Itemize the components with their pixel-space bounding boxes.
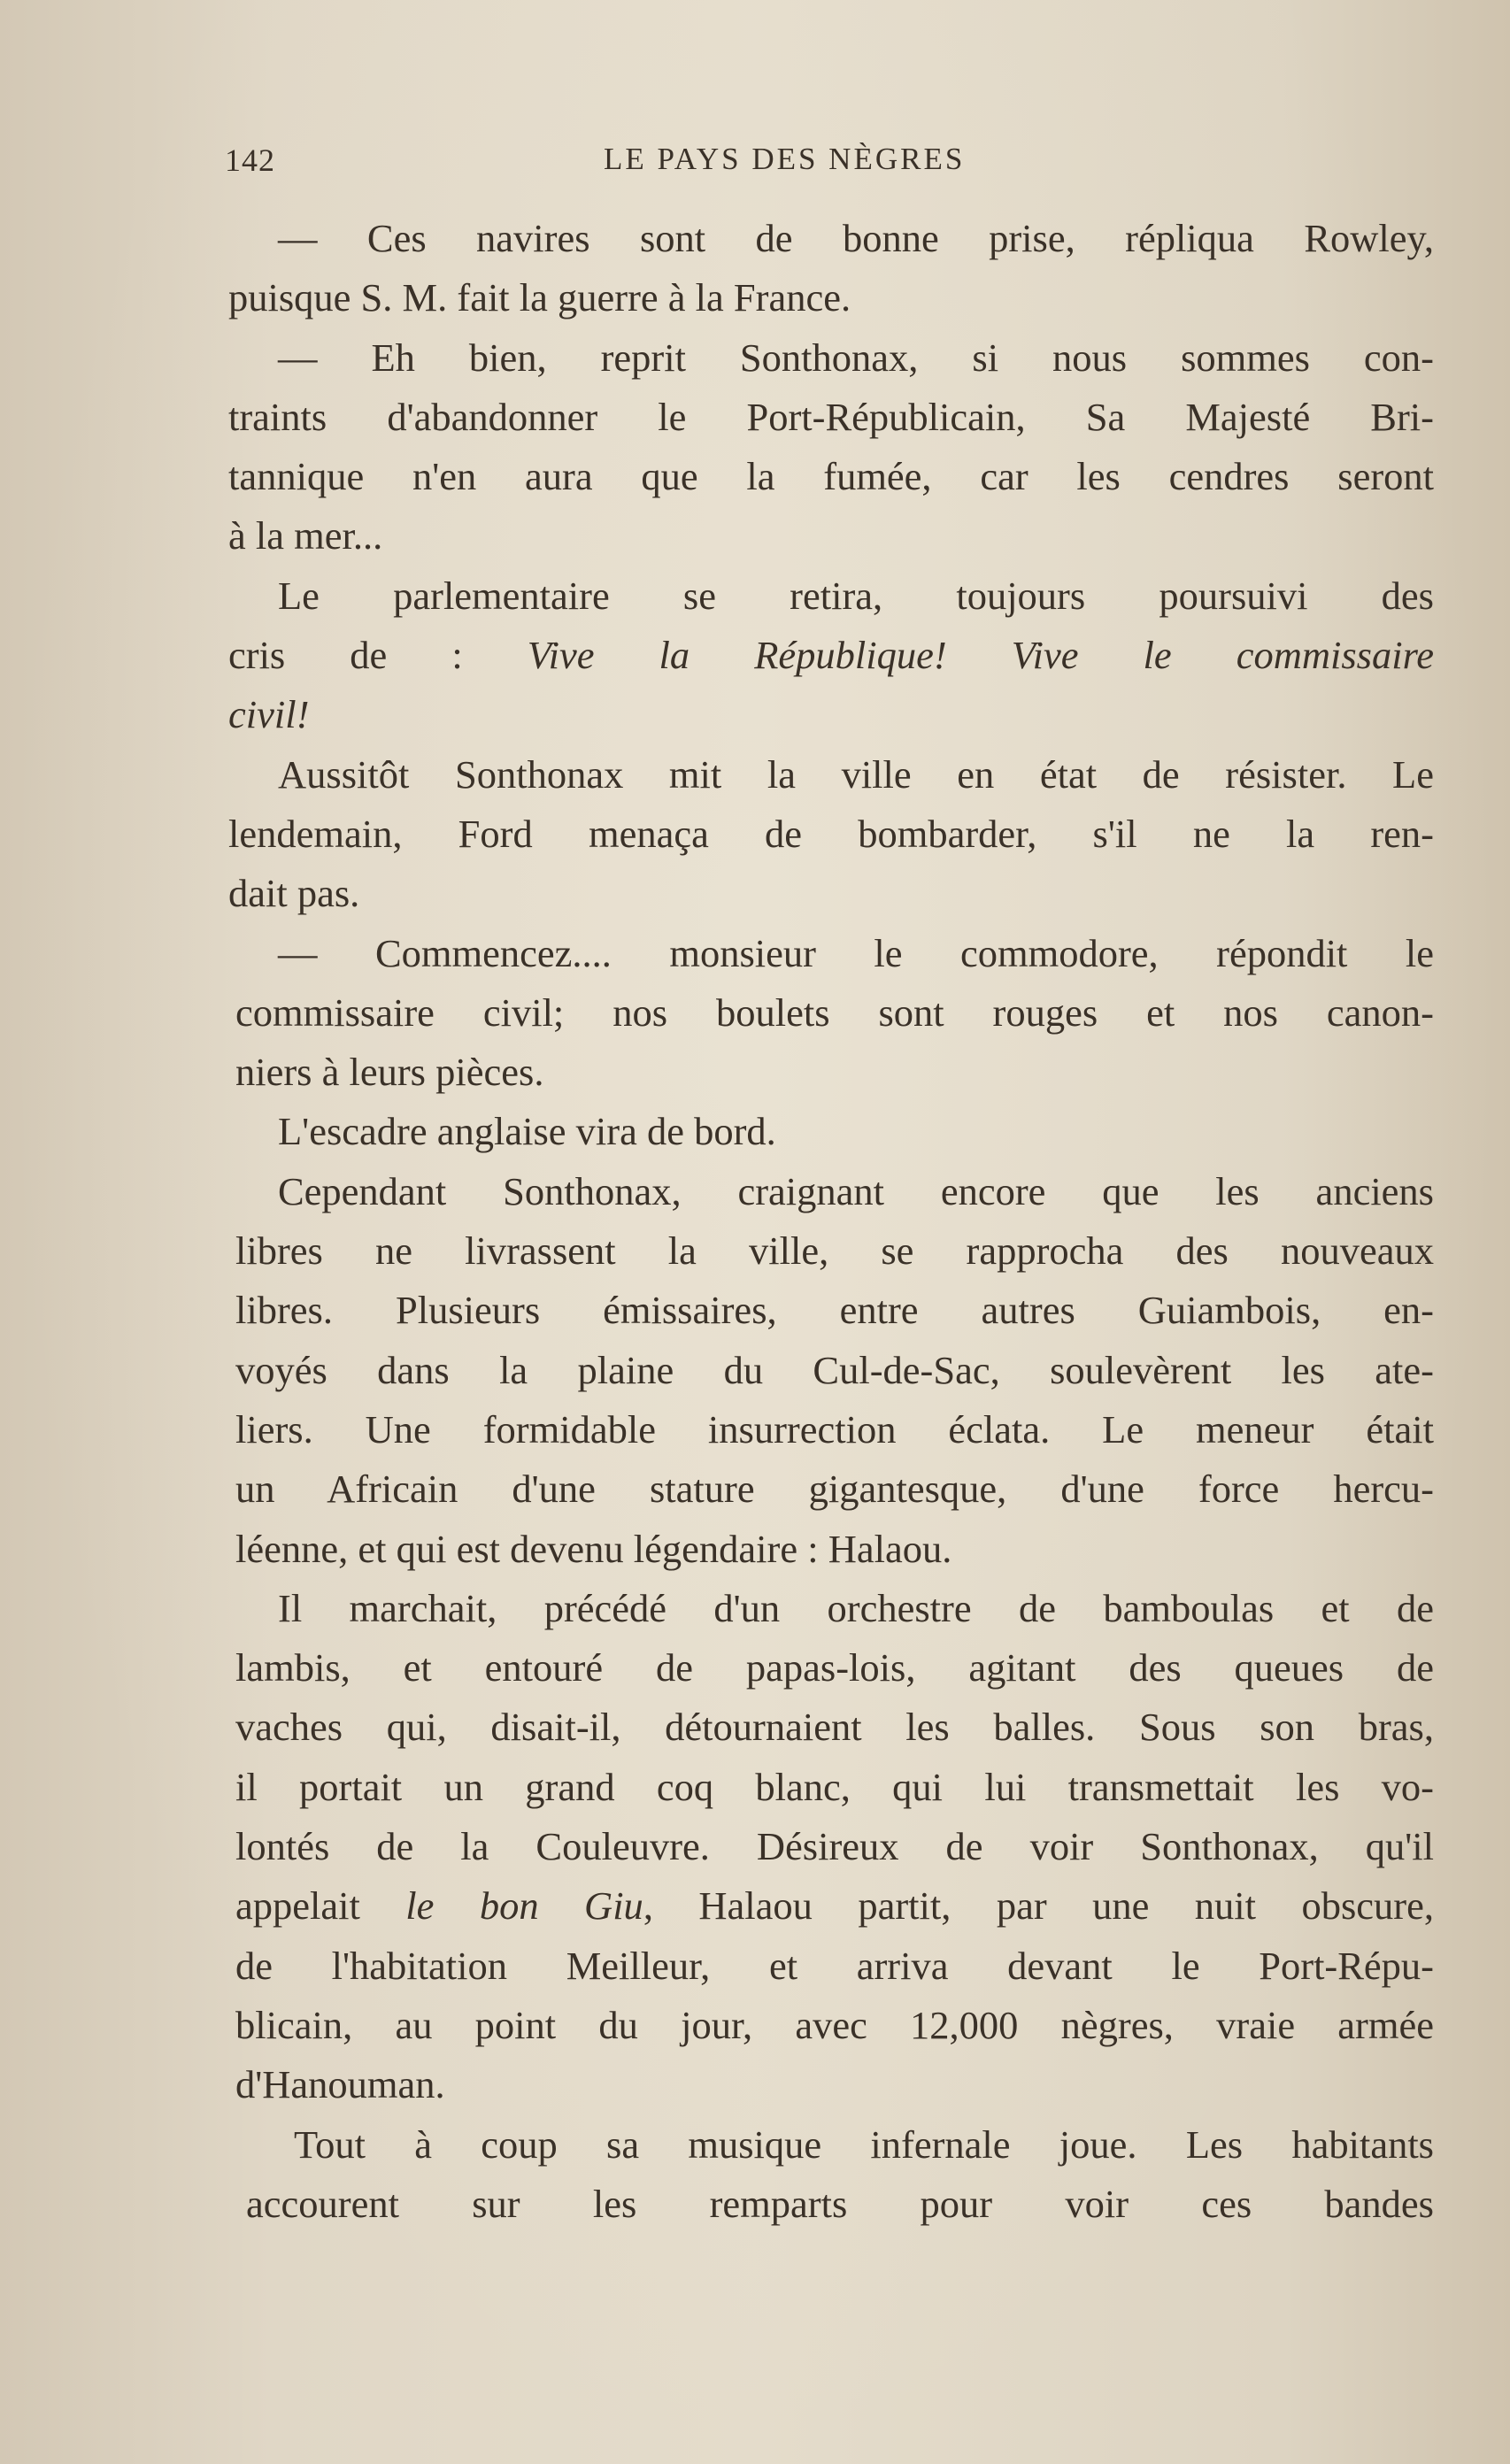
text-line: il portait un grand coq blanc, qui lui transmettait les vo- <box>235 1764 1434 1809</box>
text-line: voyés dans la plaine du Cul-de-Sac, soulevèrent les ate- <box>235 1347 1434 1392</box>
text-line: un Africain d'une stature gigantesque, d'une force hercu- <box>235 1467 1434 1512</box>
text-line: cris de : Vive la République! Vive le commissaire <box>228 633 1434 678</box>
text-line: niers à leurs pièces. <box>235 1050 544 1095</box>
text-line: Tout à coup sa musique infernale joue. Les habitants <box>294 2121 1434 2167</box>
text-line: vaches qui, disait-il, détournaient les balles. Sous son bras, <box>235 1705 1434 1750</box>
text-line: libres. Plusieurs émissaires, entre autres Guiambois, en- <box>235 1288 1434 1333</box>
text-line: traints d'abandonner le Port-Républicain, Sa Majesté Bri- <box>228 394 1434 439</box>
page-number: 142 <box>225 142 275 178</box>
text-line: L'escadre anglaise vira de bord. <box>278 1109 776 1154</box>
text-line: Cependant Sonthonax, craignant encore que les anciens <box>278 1168 1434 1213</box>
text-line: — Eh bien, reprit Sonthonax, si nous sommes con- <box>278 335 1434 380</box>
text-line: Il marchait, précédé d'un orchestre de bamboulas et de <box>278 1585 1434 1630</box>
text-line: accourent sur les remparts pour voir ces bandes <box>246 2181 1434 2226</box>
text-line: puisque S. M. fait la guerre à la France. <box>228 275 851 320</box>
text-line: à la mer... <box>228 513 383 558</box>
text-line: lambis, et entouré de papas-lois, agitant des queues de <box>235 1645 1434 1690</box>
text-line: d'Hanouman. <box>235 2062 445 2107</box>
text-line: commissaire civil; nos boulets sont rouges et nos canon- <box>235 989 1434 1035</box>
running-title: LE PAYS DES NÈGRES <box>604 142 966 176</box>
text-line: — Commencez.... monsieur le commodore, répondit le <box>278 930 1434 975</box>
text-line: tannique n'en aura que la fumée, car les cendres seront <box>228 454 1434 499</box>
running-head <box>0 142 1510 186</box>
text-line: Aussitôt Sonthonax mit la ville en état de résister. Le <box>278 751 1434 797</box>
text-line: dait pas. <box>228 871 360 916</box>
text-line: lendemain, Ford menaça de bombarder, s'il ne la ren- <box>228 811 1434 856</box>
text-line: liers. Une formidable insurrection éclata. Le meneur était <box>235 1406 1434 1451</box>
text-line: civil! <box>228 692 310 737</box>
text-line: — Ces navires sont de bonne prise, répliqua Rowley, <box>278 216 1434 260</box>
text-line: léenne, et qui est devenu légendaire : Halaou. <box>235 1526 952 1571</box>
text-line: lontés de la Couleuvre. Désireux de voir Sonthonax, qu'il <box>235 1824 1434 1869</box>
text-line: Le parlementaire se retira, toujours poursuivi des <box>278 573 1434 618</box>
text-line: libres ne livrassent la ville, se rapprocha des nouveaux <box>235 1228 1434 1274</box>
text-line: blicain, au point du jour, avec 12,000 nègres, vraie armée <box>235 2002 1434 2047</box>
body-text <box>228 209 1434 2234</box>
text-line: appelait le bon Giu, Halaou partit, par une nuit obscure, <box>235 1883 1434 1929</box>
text-line: de l'habitation Meilleur, et arriva devant le Port-Répu- <box>235 1943 1434 1988</box>
